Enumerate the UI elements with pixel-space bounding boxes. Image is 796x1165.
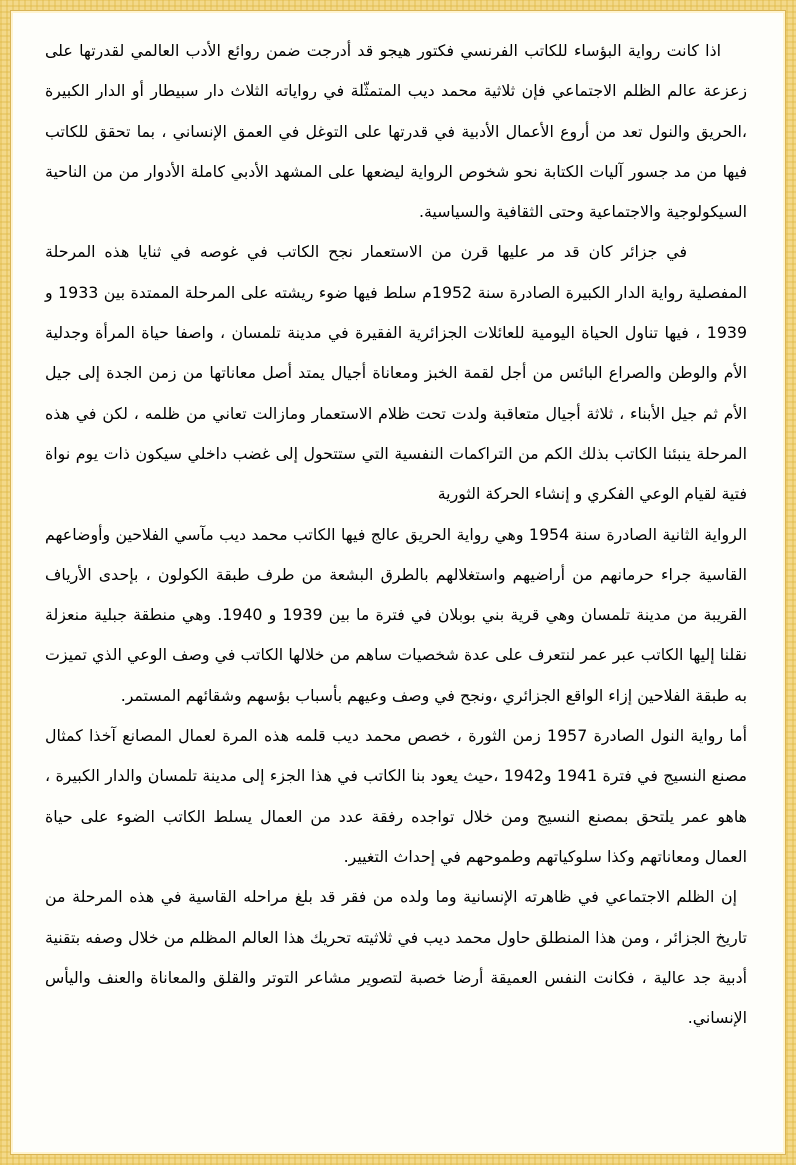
paragraph-3: الرواية الثانية الصادرة سنة 1954 وهي رواية الحريق عالج فيها الكاتب محمد ديب مآسي الفلاحين وأوضاعهم القاسية جراء حرمانهم من أراضيهم واستغلالهم بالطرق البشعة من طرف طبقة الكولون ، بإحدى الأرياف القريبة من مدينة تلمسان وهي قرية بني بوبلان في فترة ما بين 1939 و 1940. وهي منطقة جبلية منعزلة نقلنا إليها الكاتب عبر عمر لنتعرف على عدة شخصيات ساهم من خلالها الكاتب في وصف الوعي الذي تميزت به طبقة الفلاحين إزاء الواقع الجزائري ،ونجح في وصف وعيهم بأسباب بؤسهم وشقائهم المستمر. (45, 524, 748, 705)
paragraph-2: في جزائر كان قد مر عليها قرن من الاستعمار نجح الكاتب في غوصه في ثنايا هذه المرحلة المفصلية رواية الدار الكبيرة الصادرة سنة 1952م سلط فيها ضوء ريشته على المرحلة الممتدة بين 1933 و 1939 ، فيها تناول الحياة اليومية للعائلات الجزائرية الفقيرة في مدينة تلمسان ، واصفا حياة المرأة وجدلية الأم والوطن والصراع البائس من أجل لقمة الخبز ومعاناة أجيال يمتد أصل معاناتها من زمن الجدة إلى جيل الأم ثم جيل الأبناء ، ثلاثة أجيال متعاقبة ولدت تحت ظلام الاستعمار ومازالت تعاني من ظلمه ، لكن في هذه المرحلة ينبئنا الكاتب بذلك الكم من التراكمات النفسية التي ستتحول إلى غضب داخلي سيكون ذات يوم نواة فتية لقيام الوعي الفكري و إنشاء الحركة الثورية (45, 242, 748, 504)
paragraph-1: اذا كانت رواية البؤساء للكاتب الفرنسي فكتور هيجو قد أدرجت ضمن روائع الأدب العالمي لقدرتها على زعزعة عالم الظلم الاجتماعي فإن ثلاثية محمد ديب المتمثّلة في رواياته الثلاث دار سبيطار أو الدار الكبيرة ،الحريق والنول تعد من أروع الأعمال الأدبية في قدرتها على التوغل في العمق الإنساني ، بما تحقق للكاتب فيها من مد جسور آليات الكتابة نحو شخوص الرواية ليضعها على المشهد الأدبي كاملة الأدوار من من الناحية السيكولوجية والاجتماعية وحتى الثقافية والسياسية. (45, 41, 747, 222)
page-background (10, 10, 786, 1155)
paragraph-4: أما رواية النول الصادرة 1957 زمن الثورة ، خصص محمد ديب قلمه هذه المرة لعمال المصانع آخذا كمثال مصنع النسيج في فترة 1941 و1942 ،حيث يعود بنا الكاتب في هذا الجزء إلى مدينة تلمسان والدار الكبيرة ، هاهو عمر يلتحق بمصنع النسيج ومن خلال تواجده رفقة عدد من العمال يسلط الكاتب الضوء على حياة العمال ومعاناتهم وكذا سلوكياتهم وطموحهم في إحداث التغيير. (45, 726, 748, 866)
document-body (45, 31, 747, 1038)
paragraph-5: إن الظلم الاجتماعي في ظاهرته الإنسانية وما ولده من فقر قد بلغ مراحله القاسية في هذه المرحلة من تاريخ الجزائر ، ومن هذا المنطلق حاول محمد ديب في ثلاثيته تحريك هذا العالم المظلم من خلال وصفه بتقنية أدبية جد عالية ، فكانت النفس العميقة أرضا خصبة لتصوير مشاعر التوتر والقلق والمعاناة والعنف واليأس الإنساني. (45, 887, 747, 1028)
